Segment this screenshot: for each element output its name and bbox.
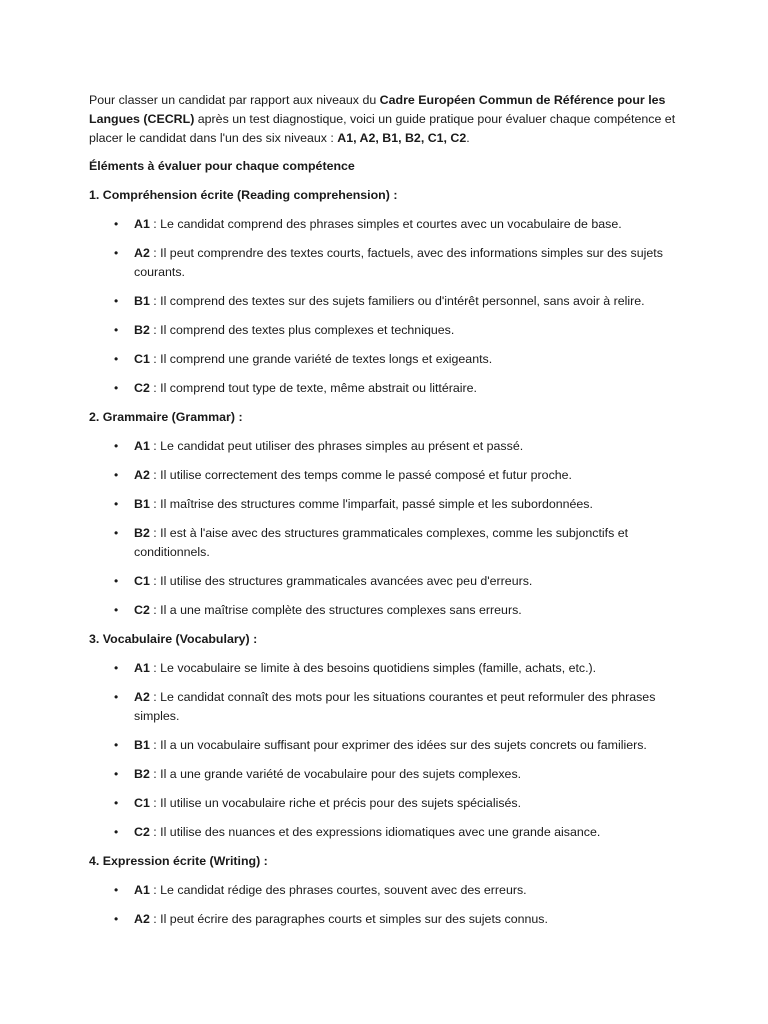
- level-description: : Il est à l'aise avec des structures grammaticales complexes, comme les subjonctifs et conditionnels.: [134, 526, 629, 559]
- level-description: : Il a une maîtrise complète des structures complexes sans erreurs.: [149, 603, 522, 617]
- list-item: [89, 572, 689, 591]
- level-list: [89, 215, 689, 398]
- level-list: [89, 437, 689, 620]
- bullet-icon: •: [114, 439, 119, 453]
- list-item: [89, 765, 689, 784]
- level-description: : Le candidat peut utiliser des phrases simples au présent et passé.: [149, 439, 524, 453]
- bullet-icon: •: [114, 381, 119, 395]
- level-label: B2: [134, 767, 150, 781]
- level-label: A1: [134, 217, 150, 231]
- bullet-icon: •: [114, 796, 119, 810]
- list-item: [89, 881, 689, 900]
- level-label: A2: [134, 690, 150, 704]
- level-label: C2: [134, 381, 150, 395]
- list-item: [89, 292, 689, 311]
- list-item: [89, 524, 689, 562]
- bullet-icon: •: [114, 217, 119, 231]
- level-description: : Le vocabulaire se limite à des besoins quotidiens simples (famille, achats, etc.).: [149, 661, 597, 675]
- bullet-icon: •: [114, 246, 119, 260]
- level-label: B1: [134, 294, 150, 308]
- list-item: [89, 321, 689, 340]
- level-description: : Le candidat comprend des phrases simples et courtes avec un vocabulaire de base.: [149, 217, 622, 231]
- list-item: [89, 215, 689, 234]
- bullet-icon: •: [114, 690, 119, 704]
- level-description: : Il peut comprendre des textes courts, factuels, avec des informations simples sur des sujets courants.: [134, 246, 663, 279]
- bullet-icon: •: [114, 883, 119, 897]
- intro-text-3: .: [466, 131, 470, 145]
- list-item: [89, 688, 689, 726]
- level-label: B1: [134, 738, 150, 752]
- intro-text-2: après un test diagnostique, voici un guide pratique pour évaluer chaque compétence et placer le candidat dans l'un des six niveaux :: [89, 112, 676, 145]
- level-label: A2: [134, 246, 150, 260]
- main-heading: Éléments à évaluer pour chaque compétence: [89, 159, 355, 173]
- level-label: A1: [134, 661, 150, 675]
- bullet-icon: •: [114, 323, 119, 337]
- level-label: B1: [134, 497, 150, 511]
- section-title: 1. Compréhension écrite (Reading comprehension) :: [89, 188, 398, 202]
- level-label: B2: [134, 526, 150, 540]
- list-item: [89, 244, 689, 282]
- level-label: A2: [134, 468, 150, 482]
- level-description: : Il utilise correctement des temps comme le passé composé et futur proche.: [149, 468, 572, 482]
- bullet-icon: •: [114, 912, 119, 926]
- section-title: 2. Grammaire (Grammar) :: [89, 410, 243, 424]
- level-label: A1: [134, 439, 150, 453]
- document-page: [89, 91, 689, 939]
- level-description: : Il utilise un vocabulaire riche et précis pour des sujets spécialisés.: [149, 796, 522, 810]
- list-item: [89, 910, 689, 929]
- list-item: [89, 466, 689, 485]
- list-item: [89, 823, 689, 842]
- level-description: : Le candidat connaît des mots pour les situations courantes et peut reformuler des phrases simples.: [134, 690, 656, 723]
- level-description: : Il comprend une grande variété de textes longs et exigeants.: [149, 352, 493, 366]
- list-item: [89, 794, 689, 813]
- list-item: [89, 350, 689, 369]
- level-label: C2: [134, 603, 150, 617]
- level-description: : Il comprend des textes plus complexes et techniques.: [149, 323, 455, 337]
- bullet-icon: •: [114, 661, 119, 675]
- level-label: C2: [134, 825, 150, 839]
- level-description: : Il a un vocabulaire suffisant pour exprimer des idées sur des sujets concrets ou familiers.: [149, 738, 647, 752]
- list-item: [89, 601, 689, 620]
- level-description: : Il utilise des structures grammaticales avancées avec peu d'erreurs.: [149, 574, 533, 588]
- level-label: C1: [134, 574, 150, 588]
- level-description: : Il comprend tout type de texte, même abstrait ou littéraire.: [149, 381, 477, 395]
- level-label: C1: [134, 796, 150, 810]
- bullet-icon: •: [114, 574, 119, 588]
- bullet-icon: •: [114, 767, 119, 781]
- level-description: : Il comprend des textes sur des sujets familiers ou d'intérêt personnel, sans avoir à relire.: [149, 294, 645, 308]
- bullet-icon: •: [114, 526, 119, 540]
- intro-paragraph: [89, 91, 689, 148]
- level-list: [89, 659, 689, 842]
- bullet-icon: •: [114, 294, 119, 308]
- bullet-icon: •: [114, 738, 119, 752]
- list-item: [89, 437, 689, 456]
- level-label: C1: [134, 352, 150, 366]
- level-description: : Il a une grande variété de vocabulaire pour des sujets complexes.: [149, 767, 522, 781]
- bullet-icon: •: [114, 468, 119, 482]
- level-description: : Le candidat rédige des phrases courtes, souvent avec des erreurs.: [149, 883, 527, 897]
- list-item: [89, 495, 689, 514]
- list-item: [89, 379, 689, 398]
- intro-text-1: Pour classer un candidat par rapport aux niveaux du: [89, 93, 380, 107]
- bullet-icon: •: [114, 352, 119, 366]
- level-description: : Il peut écrire des paragraphes courts et simples sur des sujets connus.: [149, 912, 548, 926]
- level-description: : Il maîtrise des structures comme l'imparfait, passé simple et les subordonnées.: [149, 497, 593, 511]
- section-title: 3. Vocabulaire (Vocabulary) :: [89, 632, 258, 646]
- bullet-icon: •: [114, 603, 119, 617]
- list-item: [89, 736, 689, 755]
- intro-bold-levels: A1, A2, B1, B2, C1, C2: [337, 131, 467, 145]
- intro-bold-framework: Cadre Européen Commun de Référence pour les Langues (CECRL): [89, 93, 666, 126]
- section-title: 4. Expression écrite (Writing) :: [89, 854, 268, 868]
- level-label: B2: [134, 323, 150, 337]
- level-label: A1: [134, 883, 150, 897]
- level-list: [89, 881, 689, 929]
- list-item: [89, 659, 689, 678]
- level-label: A2: [134, 912, 150, 926]
- bullet-icon: •: [114, 497, 119, 511]
- bullet-icon: •: [114, 825, 119, 839]
- level-description: : Il utilise des nuances et des expressions idiomatiques avec une grande aisance.: [149, 825, 601, 839]
- sections-container: [89, 186, 689, 929]
